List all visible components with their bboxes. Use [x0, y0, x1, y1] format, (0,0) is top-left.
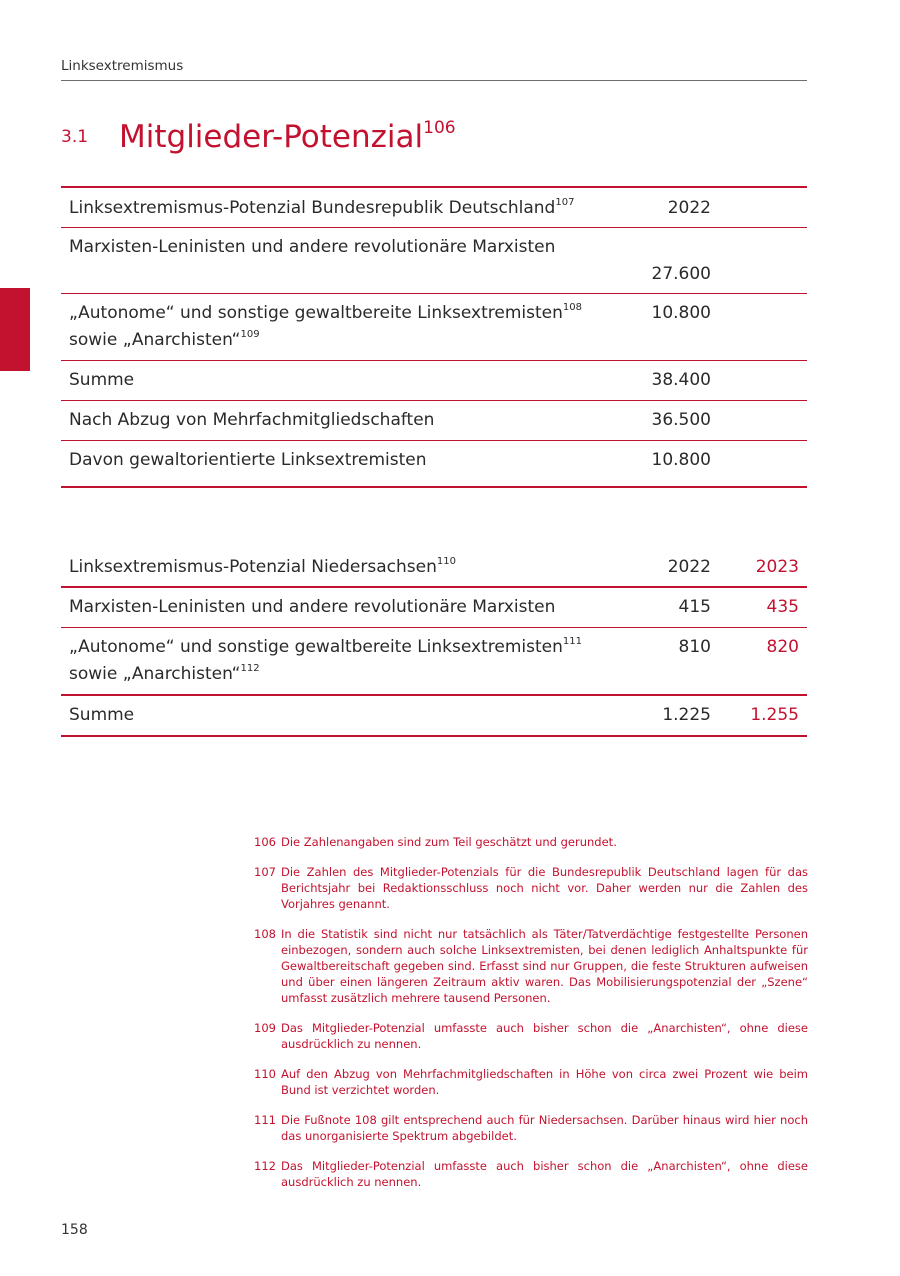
footnote-ref: 109	[240, 329, 260, 340]
row-value-2022: 38.400	[621, 361, 719, 401]
footnote-ref: 107	[555, 197, 575, 208]
year-header-2022: 2022	[667, 557, 711, 577]
footnote-ref: 110	[436, 556, 456, 567]
footnote	[254, 1112, 808, 1144]
footnote-number: 106	[254, 835, 276, 849]
row-value-2023: 1.255	[719, 695, 807, 736]
table-row	[61, 361, 807, 401]
row-value-2022: 810	[621, 628, 719, 696]
footnote-text: Das Mitglieder-Potenzial umfasste auch bisher schon die „Anarchisten“, ohne diese ausdrücklich zu nennen.	[281, 1159, 808, 1189]
table-bund-potential	[61, 186, 807, 488]
table-header-label: Linksextremismus-Potenzial Niedersachsen$^{110}$	[69, 556, 456, 577]
row-value-2022: 10.800	[621, 294, 719, 361]
footnote	[254, 1158, 808, 1190]
row-label: Marxisten-Leninisten und andere revolutionäre Marxisten	[61, 228, 621, 294]
footnote-number: 111	[254, 1113, 276, 1127]
page-number: 158	[61, 1222, 88, 1238]
row-label: Summe	[61, 361, 621, 401]
table-row	[61, 587, 807, 628]
footnote-text: Die Zahlenangaben sind zum Teil geschätzt und gerundet.	[281, 835, 617, 849]
footnotes	[254, 834, 808, 1204]
row-value-2022: 1.225	[621, 695, 719, 736]
row-label: Summe	[61, 695, 621, 736]
table-row	[61, 228, 807, 294]
row-label: „Autonome“ und sonstige gewaltbereite Linksextremisten$^{111}$ sowie „Anarchisten“$^{112}$	[61, 628, 621, 696]
table-row	[61, 441, 807, 488]
row-value-2022: 27.600	[621, 228, 719, 294]
table-header-row	[61, 553, 807, 587]
row-label: Nach Abzug von Mehrfachmitgliedschaften	[61, 401, 621, 441]
footnote-ref: 108	[562, 302, 582, 313]
row-label: „Autonome“ und sonstige gewaltbereite Linksextremisten$^{108}$ sowie „Anarchisten“$^{109}$	[61, 294, 621, 361]
footnote	[254, 1020, 808, 1052]
footnote-number: 108	[254, 927, 276, 941]
row-value-2022: 415	[621, 587, 719, 628]
footnote-number: 109	[254, 1021, 276, 1035]
footnote-text: Die Zahlen des Mitglieder-Potenzials für die Bundesrepublik Deutschland lagen für das Berichtsjahr bei Redaktionsschluss noch nicht vor. Daher werden nur die Zahlen des Vorjahres genannt.	[281, 865, 808, 911]
footnote-number: 107	[254, 865, 276, 879]
footnote-number: 110	[254, 1067, 276, 1081]
footnote	[254, 864, 808, 912]
section-title-text: Mitglieder-Potenzial	[119, 119, 424, 155]
section-heading	[119, 119, 456, 155]
footnote-text: Auf den Abzug von Mehrfachmitgliedschaften in Höhe von circa zwei Prozent wie beim Bund ist verzichtet worden.	[281, 1067, 808, 1097]
table-header-label: Linksextremismus-Potenzial Bundesrepublik Deutschland$^{107}$	[61, 187, 621, 228]
year-header-2022: 2022	[621, 187, 719, 228]
footnote-text: In die Statistik sind nicht nur tatsächlich als Täter/Tatverdächtige festgestellte Personen einbezogen, sondern auch solche Linksextremisten, bei denen lediglich Anhaltspunkte für Gewaltbereitschaft gegeben sind. Erfasst sind nur Gruppen, die feste Strukturen aufweisen und über einen längeren Zeitraum aktiv waren. Das Mobilisierungspotenzial der „Szene“ umfasst zusätzlich mehrere tausend Personen.	[281, 927, 808, 1005]
footnote-ref: 111	[562, 636, 582, 647]
row-label: Marxisten-Leninisten und andere revolutionäre Marxisten	[61, 587, 621, 628]
footnote-ref: 106	[423, 118, 456, 138]
table-row	[61, 294, 807, 361]
table-header-row	[61, 187, 807, 228]
row-value-2023: 435	[719, 587, 807, 628]
footnote-text: Die Fußnote 108 gilt entsprechend auch für Niedersachsen. Darüber hinaus wird hier noch das unorganisierte Spektrum abgebildet.	[281, 1113, 808, 1143]
year-header-2023: 2023	[755, 557, 799, 577]
footnote	[254, 1066, 808, 1098]
row-value-2022: 36.500	[621, 401, 719, 441]
table-row	[61, 695, 807, 736]
table-row	[61, 628, 807, 696]
table-niedersachsen-potential	[61, 553, 807, 737]
section-title	[61, 118, 456, 155]
footnote	[254, 834, 808, 850]
row-value-2023: 820	[719, 628, 807, 696]
row-value-2022: 10.800	[621, 441, 719, 488]
table-row	[61, 401, 807, 441]
chapter-side-tab	[0, 288, 30, 371]
footnote-number: 112	[254, 1159, 276, 1173]
section-number: 3.1	[61, 126, 89, 147]
footnote	[254, 926, 808, 1006]
running-header: Linksextremismus	[61, 58, 807, 81]
row-label: Davon gewaltorientierte Linksextremisten	[61, 441, 621, 488]
footnote-ref: 112	[240, 663, 260, 674]
footnote-text: Das Mitglieder-Potenzial umfasste auch bisher schon die „Anarchisten“, ohne diese ausdrücklich zu nennen.	[281, 1021, 808, 1051]
